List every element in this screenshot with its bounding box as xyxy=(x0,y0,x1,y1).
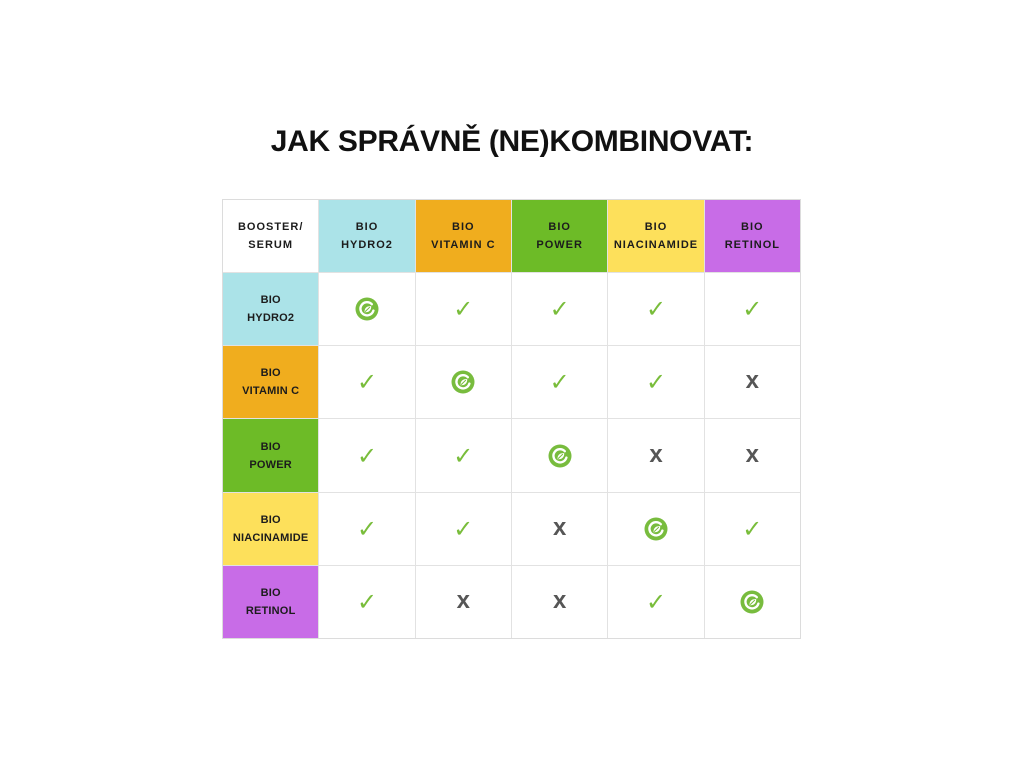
page-title: JAK SPRÁVNĚ (NE)KOMBINOVAT: xyxy=(270,125,754,158)
column-header-bio-niacinamide-text-1: BIO xyxy=(644,221,668,234)
compatibility-cell xyxy=(608,346,703,418)
row-header-bio-niacinamide-text-1: BIO xyxy=(260,513,281,526)
row-header-bio-hydro2 xyxy=(223,273,318,345)
compatible-check-mark: ✓ xyxy=(356,368,378,397)
compatible-check-mark: ✓ xyxy=(645,587,667,616)
compatibility-cell xyxy=(319,493,414,565)
column-header-bio-vitamin-c xyxy=(416,200,511,272)
row-header-bio-power-text-1: BIO xyxy=(260,440,281,453)
compatible-check-mark: ✓ xyxy=(549,368,570,397)
compatibility-cell xyxy=(705,346,800,418)
column-header-bio-hydro2 xyxy=(319,200,414,272)
compatible-check-mark: ✓ xyxy=(453,295,474,324)
compatibility-cell xyxy=(416,273,511,345)
leaf-logo-icon xyxy=(451,370,475,394)
compatibility-cell xyxy=(416,419,511,491)
column-header-bio-vitamin-c-text-2: VITAMIN C xyxy=(431,239,496,252)
column-header-bio-power-text-2: POWER xyxy=(536,239,583,252)
compatibility-cell xyxy=(512,419,607,491)
compatible-check-mark: ✓ xyxy=(453,441,474,470)
row-header-bio-retinol-text-1: BIO xyxy=(260,586,281,599)
incompatible-cross-mark: x xyxy=(649,440,663,468)
column-header-bio-niacinamide-text-2: NIACINAMIDE xyxy=(613,239,699,252)
row-header-bio-retinol xyxy=(223,566,318,638)
leaf-logo-icon xyxy=(740,590,764,614)
compatibility-cell xyxy=(512,346,607,418)
corner-header xyxy=(223,200,318,272)
compatible-check-mark: ✓ xyxy=(453,514,474,543)
row-header-bio-niacinamide xyxy=(223,493,318,565)
incompatible-cross-mark: x xyxy=(745,440,759,468)
leaf-logo-icon xyxy=(548,444,572,468)
column-header-bio-retinol-text-2: RETINOL xyxy=(724,239,780,252)
incompatible-cross-mark: x xyxy=(456,586,470,614)
compatibility-cell xyxy=(608,493,703,565)
compatible-check-mark: ✓ xyxy=(356,514,378,543)
compatibility-cell xyxy=(416,566,511,638)
compatibility-cell xyxy=(416,346,511,418)
compatibility-cell xyxy=(416,493,511,565)
compatibility-cell xyxy=(705,493,800,565)
row-header-bio-vitamin-c xyxy=(223,346,318,418)
column-header-bio-vitamin-c-text-1: BIO xyxy=(452,221,475,234)
row-header-bio-hydro2-text-2: HYDRO2 xyxy=(247,312,295,325)
column-header-bio-hydro2-text-2: HYDRO2 xyxy=(341,239,393,252)
compatibility-cell xyxy=(512,273,607,345)
column-header-bio-hydro2-text-1: BIO xyxy=(355,221,379,234)
row-header-bio-hydro2-text-1: BIO xyxy=(260,294,281,307)
column-header-bio-power xyxy=(512,200,607,272)
row-header-bio-vitamin-c-text-1: BIO xyxy=(260,367,281,380)
compatible-check-mark: ✓ xyxy=(356,441,378,470)
compatibility-cell xyxy=(512,566,607,638)
compatible-check-mark: ✓ xyxy=(742,295,763,324)
row-header-bio-retinol-text-2: RETINOL xyxy=(245,604,296,617)
compatible-check-mark: ✓ xyxy=(645,368,667,397)
compatibility-cell xyxy=(319,419,414,491)
row-header-bio-power xyxy=(223,419,318,491)
column-header-bio-retinol xyxy=(705,200,800,272)
row-header-bio-niacinamide-text-2: NIACINAMIDE xyxy=(232,531,309,544)
leaf-logo-icon xyxy=(644,517,668,541)
compatibility-cell xyxy=(705,419,800,491)
compatible-check-mark: ✓ xyxy=(645,295,667,324)
corner-header-text-2: SERUM xyxy=(248,239,294,252)
corner-header-text-1: BOOSTER/ xyxy=(237,221,304,234)
compatibility-cell xyxy=(319,273,414,345)
compatible-check-mark: ✓ xyxy=(549,295,570,324)
compatibility-cell xyxy=(608,566,703,638)
compatibility-cell xyxy=(705,273,800,345)
incompatible-cross-mark: x xyxy=(552,586,567,614)
incompatible-cross-mark: x xyxy=(552,513,567,541)
compatibility-cell xyxy=(319,346,414,418)
column-header-bio-niacinamide xyxy=(608,200,703,272)
compatibility-cell xyxy=(705,566,800,638)
compatible-check-mark: ✓ xyxy=(742,514,763,543)
compatibility-cell xyxy=(608,273,703,345)
column-header-bio-power-text-1: BIO xyxy=(548,221,571,234)
row-header-bio-vitamin-c-text-2: VITAMIN C xyxy=(242,385,300,398)
compatibility-cell xyxy=(512,493,607,565)
row-header-bio-power-text-2: POWER xyxy=(249,458,292,471)
compatibility-cell xyxy=(319,566,414,638)
incompatible-cross-mark: x xyxy=(745,367,759,395)
leaf-logo-icon xyxy=(355,297,379,321)
compatibility-cell xyxy=(608,419,703,491)
compatibility-table xyxy=(222,199,801,639)
compatible-check-mark: ✓ xyxy=(356,587,378,616)
column-header-bio-retinol-text-1: BIO xyxy=(741,221,764,234)
